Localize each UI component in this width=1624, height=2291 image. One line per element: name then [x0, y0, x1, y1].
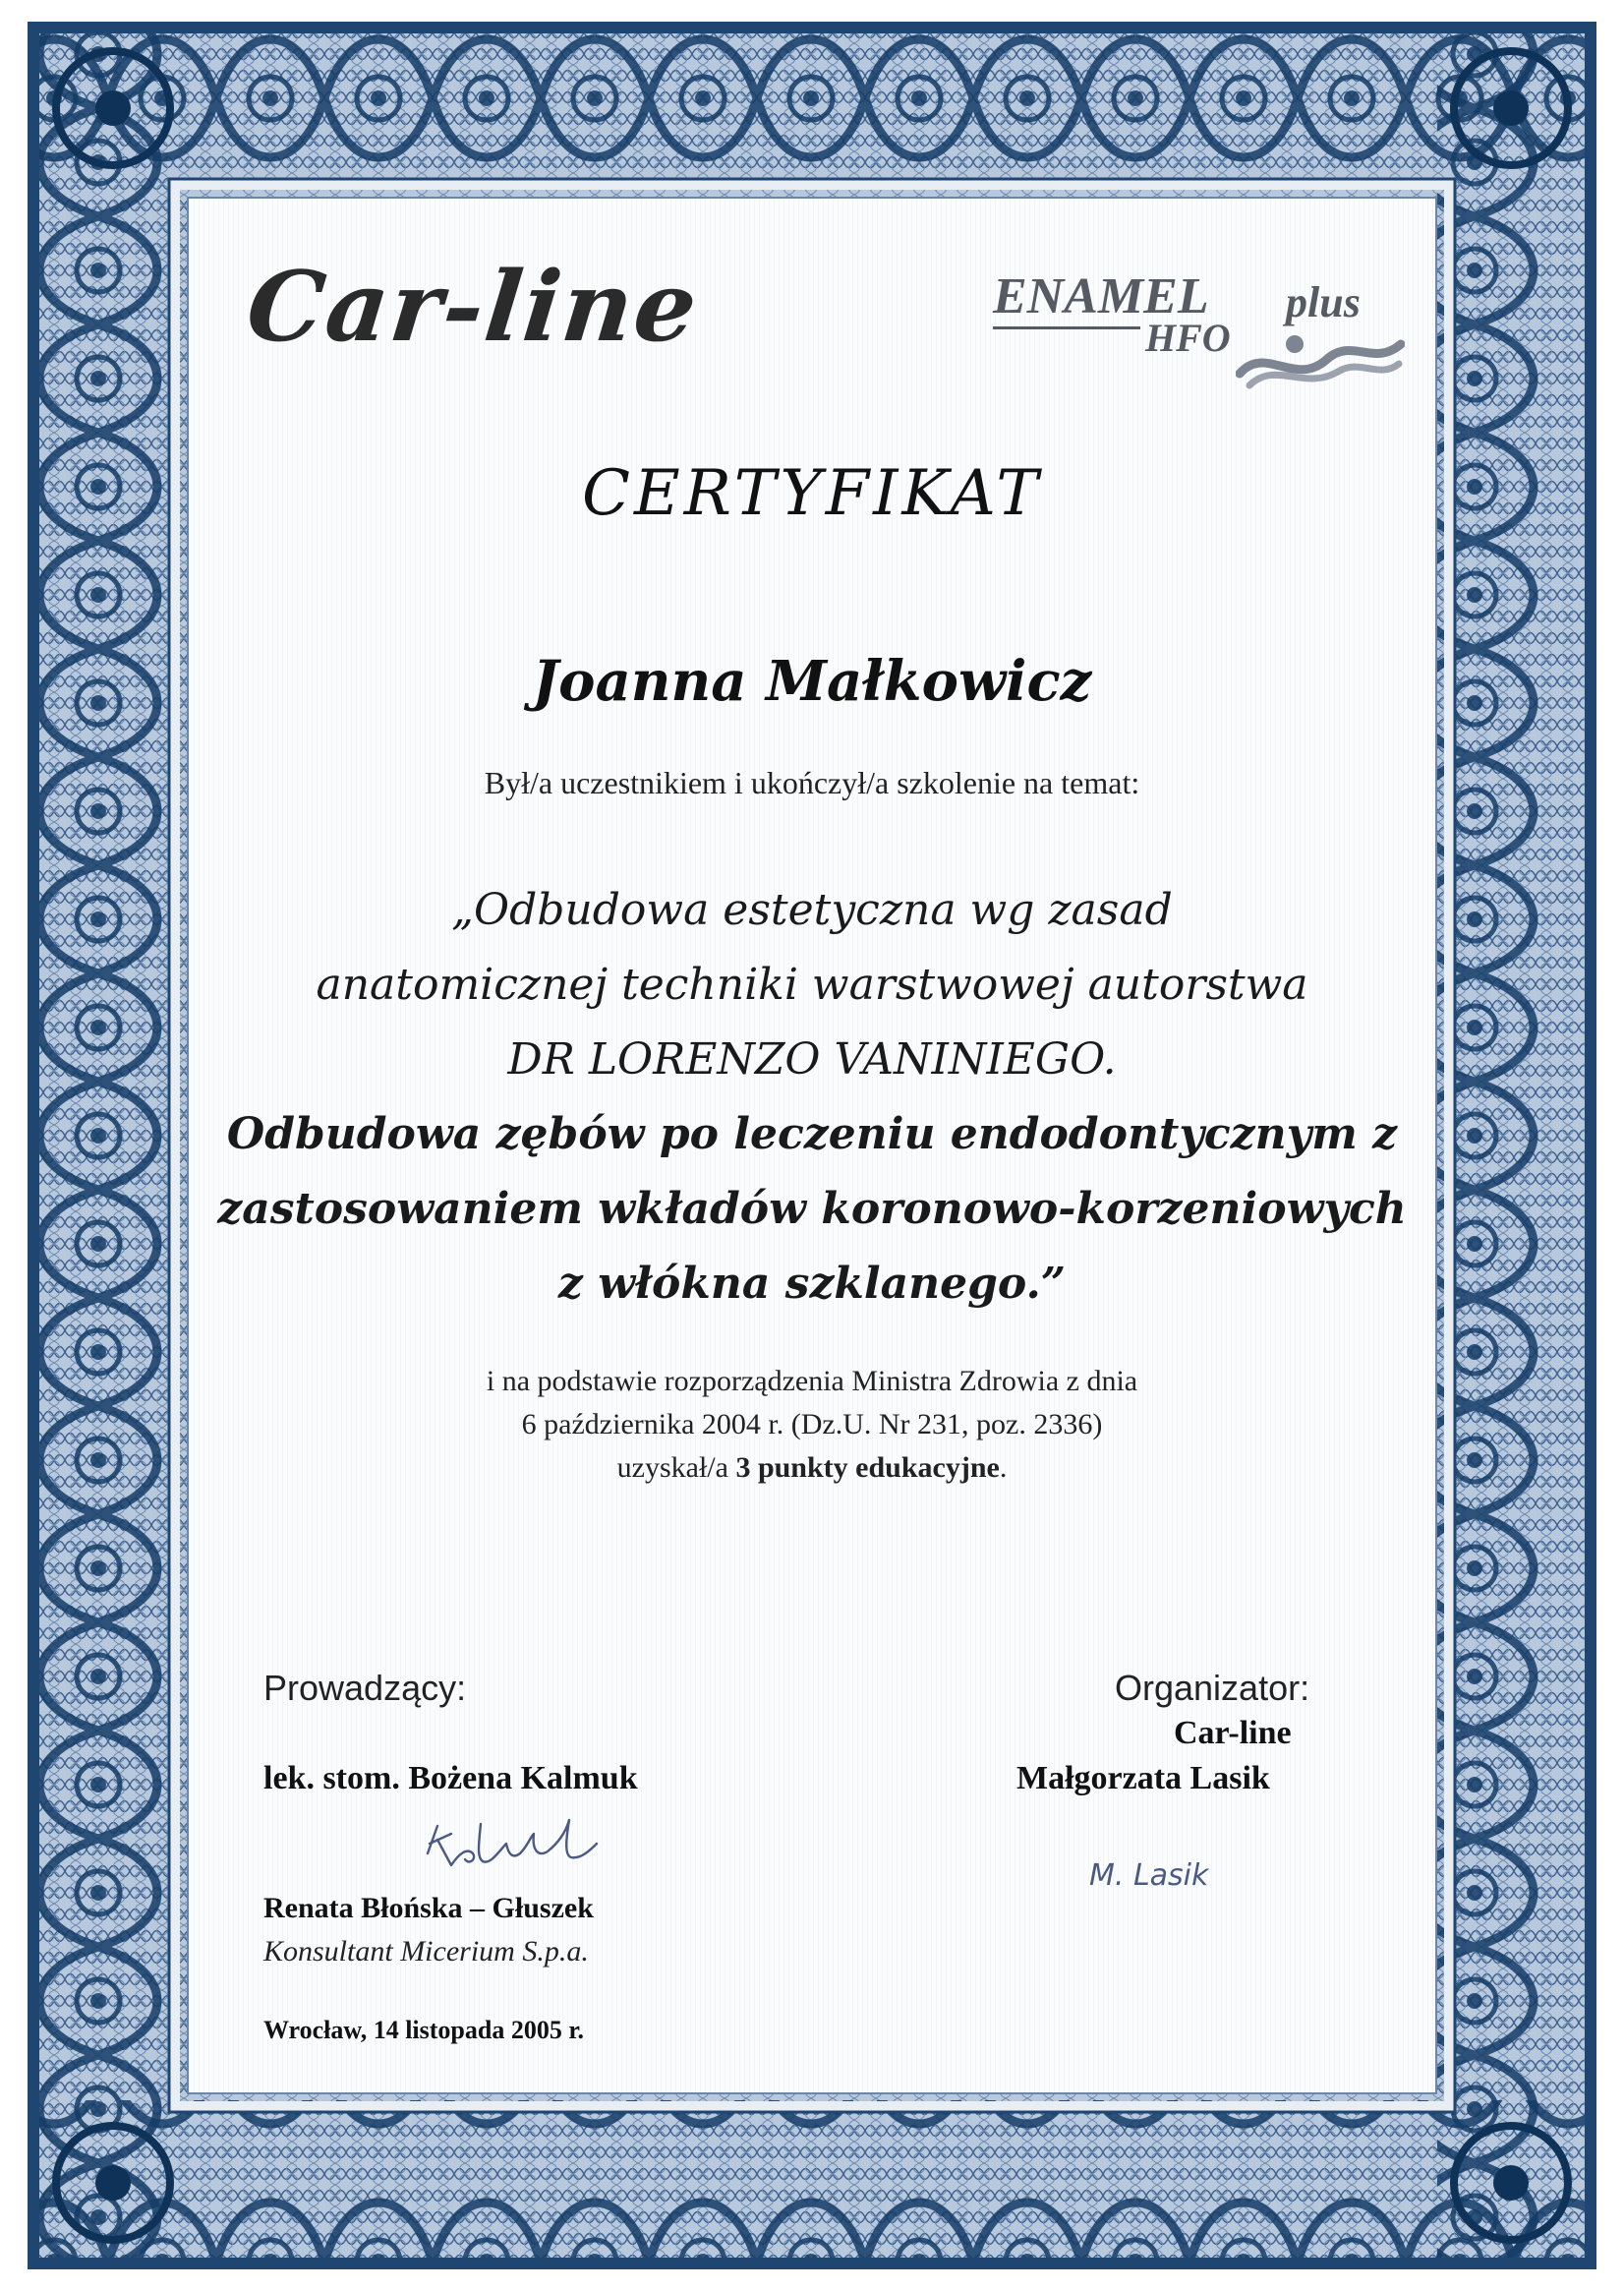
- recipient-name: Joanna Małkowicz: [532, 649, 1092, 714]
- intro-text: Był/a uczestnikiem i ukończył/a szkolenie na temat:: [484, 765, 1140, 800]
- education-points: 3 punkty edukacyjne: [735, 1451, 1000, 1484]
- car-line-logo: Car-line: [241, 251, 704, 364]
- enamel-plus-hfo-logo: [978, 267, 1421, 395]
- consultant-title: Konsultant Micerium S.p.a.: [263, 1935, 589, 1968]
- legal-line-3: [0, 1451, 1624, 1485]
- organizer-label: Organizator:: [1115, 1668, 1310, 1708]
- organizer-name: Małgorzata Lasik: [1016, 1760, 1270, 1796]
- legal-line-2: 6 października 2004 r. (Dz.U. Nr 231, poz. 2336): [521, 1408, 1103, 1440]
- logo-hfo-text: HFO: [1145, 316, 1231, 360]
- swirl-icon: [1236, 324, 1405, 391]
- logo-enamel-text: ENAMEL: [993, 268, 1209, 324]
- organizer-signature: M. Lasik: [1089, 1858, 1209, 1893]
- certificate-title: CERTYFIKAT: [582, 457, 1042, 530]
- topic-line: Odbudowa zębów po leczeniu endodontycznym z: [226, 1109, 1398, 1159]
- legal-line-3-suffix: .: [999, 1451, 1008, 1484]
- consultant-name: Renata Błońska – Głuszek: [263, 1892, 594, 1924]
- topic-line: DR LORENZO VANINIEGO.: [507, 1034, 1117, 1085]
- instructor-signature: [418, 1814, 605, 1883]
- topic-line: anatomicznej techniki warstwowej autorstwa: [316, 960, 1308, 1010]
- instructor-name: lek. stom. Bożena Kalmuk: [263, 1760, 638, 1796]
- organizer-company: Car-line: [1174, 1715, 1292, 1751]
- legal-line-3-prefix: uzyskał/a: [616, 1451, 736, 1484]
- topic-line: „Odbudowa estetyczna wg zasad: [451, 885, 1173, 935]
- logo-plus-text: plus: [1286, 278, 1361, 326]
- instructor-label: Prowadzący:: [263, 1668, 467, 1708]
- topic-line: zastosowaniem wkładów koronowo-korzeniowych: [217, 1184, 1407, 1234]
- topic-line: z włókna szklanego.”: [557, 1259, 1067, 1309]
- legal-line-1: i na podstawie rozporządzenia Ministra Zdrowia z dnia: [486, 1365, 1138, 1397]
- place-date: Wrocław, 14 listopada 2005 r.: [263, 2016, 585, 2044]
- logo-rule: [993, 326, 1140, 329]
